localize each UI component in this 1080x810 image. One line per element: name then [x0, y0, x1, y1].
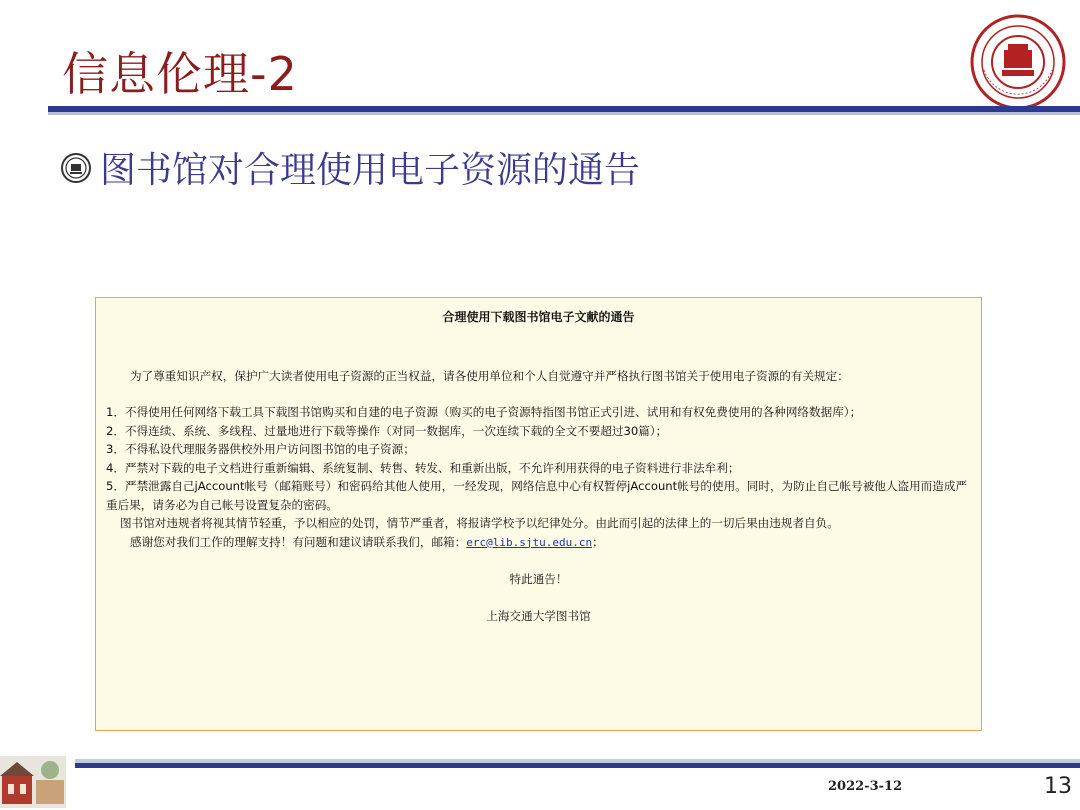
- page-number: 13: [1044, 774, 1072, 799]
- title-rule-shadow: [48, 112, 1080, 115]
- notice-thanks: [106, 533, 971, 553]
- notice-signature: 上海交通大学图书馆: [486, 608, 591, 623]
- notice-closing: 特此通告！: [509, 572, 568, 586]
- subtitle-text: 图书馆对合理使用电子资源的通告: [100, 150, 641, 191]
- notice-item-1: 1．不得使用任何网络下载工具下载图书馆购买和自建的电子资源（购买的电子资源特指图书馆正式引进、试用和有权免费使用的各种网络数据库）；: [106, 405, 862, 419]
- thanks-end: ；: [592, 534, 604, 549]
- notice-item-2: 2．不得连续、系统、多线程、过量地进行下载等操作（对同一数据库，一次连续下载的全文不要超过30篇）；: [106, 423, 668, 438]
- notice-box: [95, 297, 982, 731]
- notice-heading: 合理使用下载图书馆电子文献的通告: [442, 310, 635, 324]
- email-link[interactable]: erc@lib.sjtu.edu.cn: [466, 535, 593, 549]
- slide-title: 信息伦理-2: [62, 47, 298, 101]
- sjtu-seal-icon: [970, 14, 1066, 110]
- notice-item-5: 5．严禁泄露自己jAccount帐号（邮箱账号）和密码给其他人使用，一经发现，网络信息中心有权暂停jAccount帐号的使用。同时，为防止自己帐号被他人盗用而造成严重后果，请务必为自己帐号设置复杂的密码。: [106, 479, 968, 512]
- notice-intro: 为了尊重知识产权，保护广大读者使用电子资源的正当权益，请各使用单位和个人自觉遵守并严格执行图书馆关于使用电子资源的有关规定：: [130, 368, 849, 383]
- notice-item-3: 3．不得私设代理服务器供校外用户访问图书馆的电子资源；: [106, 442, 415, 456]
- subtitle-row: [60, 142, 640, 193]
- thanks-text: 感谢您对我们工作的理解支持！有问题和建议请联系我们，邮箱：: [130, 534, 467, 549]
- footer-rule: [75, 763, 1080, 768]
- campus-photo-icon: [0, 756, 66, 808]
- seal-bullet-icon: [60, 152, 92, 184]
- notice-penalty: 图书馆对违规者将视其情节轻重，予以相应的处罚，情节严重者，将报请学校予以纪律处分。由此而引起的法律上的一切后果由违规者自负。: [120, 516, 839, 530]
- slide-date: 2022-3-12: [828, 779, 903, 794]
- notice-item-4: 4．严禁对下载的电子文档进行重新编辑、系统复制、转售、转发、和重新出版，不允许利用获得的电子资料进行非法牟利；: [106, 460, 740, 475]
